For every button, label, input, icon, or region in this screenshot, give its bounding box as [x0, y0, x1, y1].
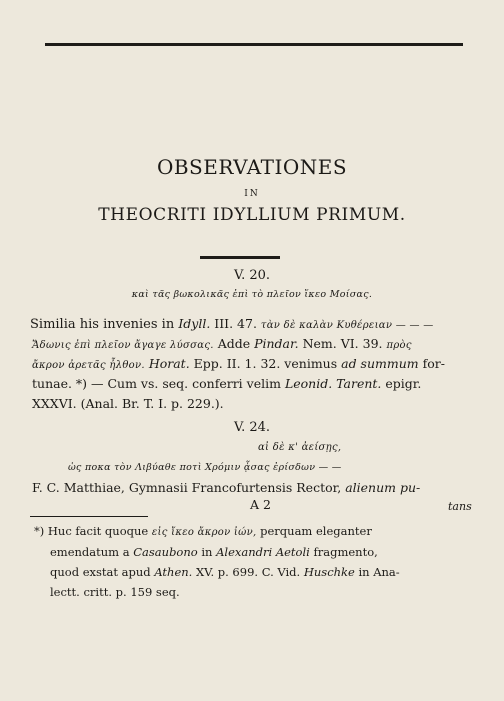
text-line-4	[32, 376, 421, 391]
greek-segment: εἰς ἴκεο ἄκρον ἰών,	[151, 527, 257, 538]
citation-ref: Horat.	[144, 356, 190, 371]
text-segment: Epp. II. 1. 32. venimus	[189, 356, 342, 371]
text-segment: *) Huc facit quoque	[34, 524, 152, 538]
text-segment: perquam eleganter	[256, 524, 372, 538]
text-segment: tunae. *) — Cum vs. seq. conferri velim	[32, 376, 285, 391]
footnote-line-2	[50, 545, 378, 559]
greek-quote-v24-line-2: ὡς ποκα τὸν Λιβύαθε ποτὶ Χρόμιν ᾆσας ἐρίσδων — —	[68, 462, 342, 473]
text-line-3	[32, 356, 445, 371]
title-rule	[200, 256, 280, 259]
title-line-2: IN	[244, 189, 260, 199]
section-heading-v20: V. 20.	[233, 268, 271, 283]
text-segment: XV. p. 699. C. Vid.	[192, 565, 304, 579]
text-line-6	[32, 480, 420, 495]
greek-segment: τὰν δὲ καλὰν Κυθέρειαν — — —	[260, 320, 434, 331]
catchword: tans	[448, 500, 472, 513]
italic-phrase: Athen.	[154, 565, 193, 579]
italic-phrase: alienum pu-	[345, 480, 421, 495]
section-heading-v24: V. 24.	[233, 420, 271, 435]
greek-segment: ἄκρον ἀρετᾶς ἦλθον.	[32, 360, 145, 371]
text-segment: XXXVI. (Anal. Br. T. I. p. 229.).	[32, 396, 224, 411]
citation-ref: Idyll.	[178, 316, 211, 331]
citation-ref: Pindar.	[254, 336, 299, 351]
text-segment: in Ana-	[354, 565, 400, 579]
italic-phrase: Alexandri Aetoli	[216, 545, 310, 559]
text-segment: III. 47.	[210, 316, 261, 331]
footnote-line-3	[50, 565, 400, 579]
greek-segment: πρὸς	[386, 340, 412, 351]
text-segment: in	[197, 545, 217, 559]
citation-ref: Leonid. Tarent.	[284, 376, 382, 391]
text-segment: lectt. critt. p. 159 seq.	[50, 585, 180, 599]
text-line-5	[32, 396, 224, 411]
footnote-rule	[30, 516, 148, 517]
text-line-2	[32, 336, 412, 351]
text-segment: emendatum a	[50, 545, 134, 559]
page-signature: A 2	[250, 497, 271, 512]
footnote-line-1	[34, 524, 372, 538]
italic-phrase: Huschke	[303, 565, 355, 579]
footnote-line-4	[50, 585, 180, 599]
greek-segment: Ἄδωνις ἐπὶ πλεῖον ἄγαγε λύσσας.	[32, 340, 214, 351]
text-segment: F. C. Matthiae, Gymnasii Francofurtensis Rector,	[32, 480, 346, 495]
greek-quote-v20: καὶ τᾶς βωκολικᾶς ἐπὶ τὸ πλεῖον ἵκεο Μοίσας.	[131, 289, 373, 300]
text-segment: epigr.	[381, 376, 422, 391]
title-line-1: OBSERVATIONES	[156, 155, 348, 179]
text-segment: Similia his invenies in	[30, 317, 179, 332]
italic-phrase: ad summum	[341, 356, 419, 371]
text-segment: quod exstat apud	[50, 565, 155, 579]
italic-phrase: Casaubono	[133, 545, 198, 559]
text-segment: fragmento,	[309, 545, 378, 559]
text-segment: Adde	[213, 336, 255, 351]
top-rule	[45, 43, 463, 46]
text-line-1	[30, 316, 434, 332]
greek-quote-v24-line-1: αἰ δὲ κ' ἀείσῃς,	[258, 442, 342, 453]
text-segment: Nem. VI. 39.	[298, 336, 387, 351]
text-segment: for-	[418, 356, 445, 371]
title-line-3: THEOCRITI IDYLLIUM PRIMUM.	[98, 205, 406, 225]
